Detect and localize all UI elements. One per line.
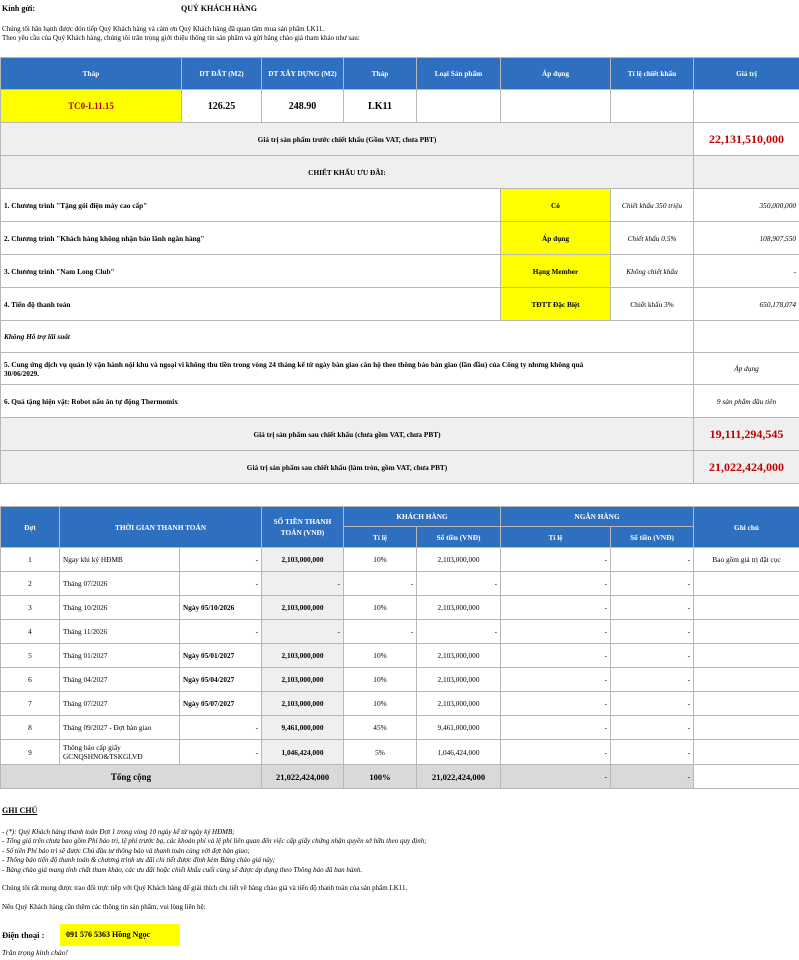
payment-period: 6 [1,668,60,692]
col-header-bank: NGÂN HÀNG [501,507,694,527]
payment-bank-rate: - [501,596,611,620]
product-table [0,57,799,484]
payment-time: Tháng 01/2027 [60,644,180,668]
payment-period: 8 [1,716,60,740]
product-apply [501,90,611,123]
col-header-bank-money: Số tiền (VNĐ) [611,527,694,548]
payment-row [1,740,799,765]
program-name: 4. Tiến độ thanh toán [1,288,501,321]
payment-date: Ngày 05/10/2026 [180,596,262,620]
payment-customer-amount: 2,103,000,000 [417,644,501,668]
product-rate [611,90,694,123]
payment-date: - [180,620,262,644]
col-header-tower-2: Tháp [344,58,417,90]
col-header-discount-rate: Tỉ lệ chiết khấu [611,58,694,90]
payment-customer-rate: 45% [344,716,417,740]
program-apply: Có [501,189,611,222]
product-header-row [1,58,799,90]
program-row [1,288,799,321]
payment-customer-rate: 5% [344,740,417,765]
payment-time: Tháng 07/2026 [60,572,180,596]
payment-period: 3 [1,596,60,620]
payment-bank-amount: - [611,644,694,668]
col-header-note: Ghi chú [694,507,799,548]
payment-row [1,572,799,596]
phone-value[interactable]: 091 576 5363 Hồng Ngọc [60,924,180,946]
discount-title: CHIẾT KHẤU ƯU ĐÃI: [1,156,694,189]
payment-bank-rate: - [501,692,611,716]
final-row [1,451,799,484]
intro-line-2: Theo yêu cầu của Quý Khách hàng, chúng tôi trân trọng giới thiệu thông tin sản phẩm và gửi bảng chào giá tham khảo như sau: [2,34,360,42]
payment-period: 5 [1,644,60,668]
payment-note [694,668,799,692]
payment-rows [1,548,799,765]
letter-header [0,4,799,46]
payment-note [694,716,799,740]
no-interest-empty [694,321,799,353]
payment-customer-rate: - [344,620,417,644]
service-label-line-2: 30/06/2029. [4,368,40,378]
discount-title-row [1,156,799,189]
payment-date: Ngày 05/07/2027 [180,692,262,716]
payment-row [1,692,799,716]
program-rate: Chiết khấu 3% [611,288,694,321]
payment-note [694,620,799,644]
payment-amount: 2,103,000,000 [262,668,344,692]
payment-customer-rate: 10% [344,548,417,572]
payment-row [1,716,799,740]
phone-label: Điện thoại : [2,930,45,940]
payment-table [0,506,799,789]
payment-bank-amount: - [611,668,694,692]
payment-note [694,572,799,596]
payment-date: Ngày 05/01/2027 [180,644,262,668]
payment-amount: 9,461,000,000 [262,716,344,740]
notes-title: GHI CHÚ [2,806,38,815]
payment-header-row-1 [1,507,799,527]
note-item: - (*): Quý Khách hàng thanh toán Đợt 1 trong vòng 10 ngày kể từ ngày ký HĐMB; [2,827,235,836]
program-apply: TĐTT Đặc Biệt [501,288,611,321]
payment-bank-rate: - [501,644,611,668]
total-amount: 21,022,424,000 [262,765,344,789]
payment-bank-rate: - [501,668,611,692]
service-label [1,353,694,385]
payment-bank-amount: - [611,572,694,596]
payment-customer-rate: - [344,572,417,596]
product-value [694,90,799,123]
product-type [417,90,501,123]
payment-customer-amount: 9,461,000,000 [417,716,501,740]
program-rate: Chiết khấu 0.5% [611,222,694,255]
payment-amount: 2,103,000,000 [262,548,344,572]
no-interest-row [1,321,799,353]
payment-bank-amount: - [611,548,694,572]
program-name: 3. Chương trình "Nam Long Club" [1,255,501,288]
payment-customer-rate: 10% [344,644,417,668]
program-value: 350,000,000 [694,189,799,222]
payment-row [1,668,799,692]
total-customer-amount: 21,022,424,000 [417,765,501,789]
no-interest-label: Không Hỗ trợ lãi suất [1,321,694,353]
payment-date: - [180,572,262,596]
col-header-time: THỜI GIAN THANH TOÁN [60,507,262,548]
note-item: - Tổng giá trên chưa bao gồm Phí bảo trì, lệ phí trước bạ, các khoản phí và lệ phí liên quan đến việc cấp giấy chứng nhận quyền sở hữu theo quy định; [2,837,427,845]
col-header-bank-rate: Tỉ lệ [501,527,611,548]
payment-period: 7 [1,692,60,716]
col-header-build-area: DT XÂY DỰNG (M2) [262,58,344,90]
product-code: TC0-L11.15 [1,90,182,123]
service-label-line-1: 5. Cung ứng dịch vụ quản lý vận hành nội khu và ngoại vi không thu tiền trong vòng 24 tháng kể từ ngày bàn giao căn hộ theo thông báo bàn giao (lần đầu) của Công ty nhưng không quá [4,359,584,369]
land-area: 126.25 [182,90,262,123]
goodbye-text: Trân trọng kính chào! [2,948,69,957]
payment-bank-amount: - [611,620,694,644]
tower-code: LK11 [344,90,417,123]
payment-row [1,644,799,668]
payment-total-row [1,765,799,789]
payment-row [1,596,799,620]
pre-discount-label: Giá trị sản phẩm trước chiết khấu (Gồm VAT, chưa PBT) [1,123,694,156]
payment-note [694,740,799,765]
col-header-apply: Áp dụng [501,58,611,90]
payment-amount: 2,103,000,000 [262,596,344,620]
col-header-amount: SỐ TIỀN THANH TOÁN (VNĐ) [262,507,344,548]
pre-discount-value: 22,131,510,000 [694,123,799,156]
payment-date: - [180,740,262,765]
payment-bank-rate: - [501,572,611,596]
payment-customer-rate: 10% [344,692,417,716]
payment-note [694,596,799,620]
final-label: Giá trị sản phẩm sau chiết khấu (làm tròn, gồm VAT, chưa PBT) [1,451,694,484]
payment-date: - [180,548,262,572]
build-area: 248.90 [262,90,344,123]
payment-row [1,620,799,644]
payment-time: Ngay khi ký HĐMB [60,548,180,572]
col-header-customer-rate: Tỉ lệ [344,527,417,548]
col-header-land-area: DT ĐẤT (M2) [182,58,262,90]
payment-amount: 2,103,000,000 [262,692,344,716]
service-value: Áp dụng [694,353,799,385]
note-item: - Số tiền Phí bảo trì sẽ được Chủ đầu tư thông báo và thanh toán cùng với đợt bàn giao; [2,846,250,855]
program-value: 650,178,074 [694,288,799,321]
payment-bank-amount: - [611,596,694,620]
recipient: QUÝ KHÁCH HÀNG [181,4,257,13]
payment-period: 1 [1,548,60,572]
post-discount-row [1,418,799,451]
payment-amount: 2,103,000,000 [262,644,344,668]
payment-customer-amount: 2,103,000,000 [417,596,501,620]
pre-discount-row [1,123,799,156]
gift-value: 9 sản phẩm đầu tiên [694,385,799,418]
note-item: - Thông báo tiến độ thanh toán & chương trình ưu đãi chi tiết được đính kèm Bảng chào giá này; [2,856,276,864]
post-discount-label: Giá trị sản phẩm sau chiết khấu (chưa gồm VAT, chưa PBT) [1,418,694,451]
note-item: - Bảng chào giá mang tính chất tham khảo, các ưu đãi hoặc chiết khấu cuối cùng sẽ được áp dụng theo Thông báo đã ban hành. [2,865,363,874]
payment-note [694,692,799,716]
payment-amount: 1,046,424,000 [262,740,344,765]
col-header-tower: Tháp [1,58,182,90]
salutation: Kính gửi: [2,4,36,13]
final-value: 21,022,424,000 [694,451,799,484]
col-header-customer-money: Số tiền (VNĐ) [417,527,501,548]
payment-note [694,644,799,668]
post-discount-value: 19,111,294,545 [694,418,799,451]
payment-amount: - [262,572,344,596]
total-customer-rate: 100% [344,765,417,789]
program-name: 1. Chương trình "Tặng gói điện máy cao cấp" [1,189,501,222]
payment-time: Tháng 04/2027 [60,668,180,692]
payment-bank-amount: - [611,692,694,716]
col-header-period: Đợt [1,507,60,548]
payment-customer-amount: 1,046,424,000 [417,740,501,765]
program-name: 2. Chương trình "Khách hàng không nhận bảo lãnh ngân hàng" [1,222,501,255]
payment-time: Tháng 07/2027 [60,692,180,716]
program-value: 108,907,550 [694,222,799,255]
notes-section [2,806,792,912]
gift-row [1,385,799,418]
total-bank-rate: - [501,765,611,789]
payment-bank-rate: - [501,740,611,765]
payment-customer-amount: - [417,572,501,596]
payment-time: Thông báo cấp giấy GCNQSHNO&TSKGLVĐ [60,740,180,765]
payment-time: Tháng 10/2026 [60,596,180,620]
payment-customer-amount: 2,103,000,000 [417,548,501,572]
service-row [1,353,799,385]
payment-bank-rate: - [501,620,611,644]
program-value: - [694,255,799,288]
payment-bank-amount: - [611,716,694,740]
payment-bank-rate: - [501,716,611,740]
intro-line-1: Chúng tôi hân hạnh được đón tiếp Quý Khách hàng và cảm ơn Quý Khách hàng đã quan tâm mua sản phẩm LK11. [2,25,325,33]
payment-period: 2 [1,572,60,596]
payment-date: - [180,716,262,740]
payment-customer-amount: 2,103,000,000 [417,692,501,716]
phone-contact [2,924,180,946]
total-label: Tổng cộng [1,765,262,789]
total-note-empty [694,765,799,789]
col-header-customer: KHÁCH HÀNG [344,507,501,527]
payment-customer-rate: 10% [344,596,417,620]
program-row [1,189,799,222]
col-header-product-type: Loại Sản phẩm [417,58,501,90]
payment-note: Bao gồm giá trị đặt cọc [694,548,799,572]
closing-line-2: Nếu Quý Khách hàng cần thêm các thông tin sản phẩm, vui lòng liên hệ: [2,902,206,911]
payment-customer-amount: - [417,620,501,644]
total-bank-amount: - [611,765,694,789]
program-row [1,255,799,288]
gift-label: 6. Quà tặng hiện vật: Robot nấu ăn tự động Thermomix [1,385,694,418]
payment-period: 4 [1,620,60,644]
payment-date: Ngày 05/04/2027 [180,668,262,692]
program-rate: Chiết khấu 350 triệu [611,189,694,222]
payment-row [1,548,799,572]
discount-title-empty [694,156,799,189]
program-apply: Hạng Member [501,255,611,288]
program-apply: Áp dụng [501,222,611,255]
payment-bank-rate: - [501,548,611,572]
payment-time: Tháng 09/2027 - Đợt bàn giao [60,716,180,740]
program-row [1,222,799,255]
col-header-value: Giá trị [694,58,799,90]
payment-time: Tháng 11/2026 [60,620,180,644]
closing-line-1: Chúng tôi rất mong được trao đổi trực tiếp với Quý Khách hàng để giải thích chi tiết về bảng chào giá và tiến độ thanh toán của sản phẩm LK11. [2,884,408,892]
payment-bank-amount: - [611,740,694,765]
payment-amount: - [262,620,344,644]
program-rate: Không chiết khấu [611,255,694,288]
product-row [1,90,799,123]
payment-period: 9 [1,740,60,765]
payment-customer-rate: 10% [344,668,417,692]
payment-customer-amount: 2,103,000,000 [417,668,501,692]
